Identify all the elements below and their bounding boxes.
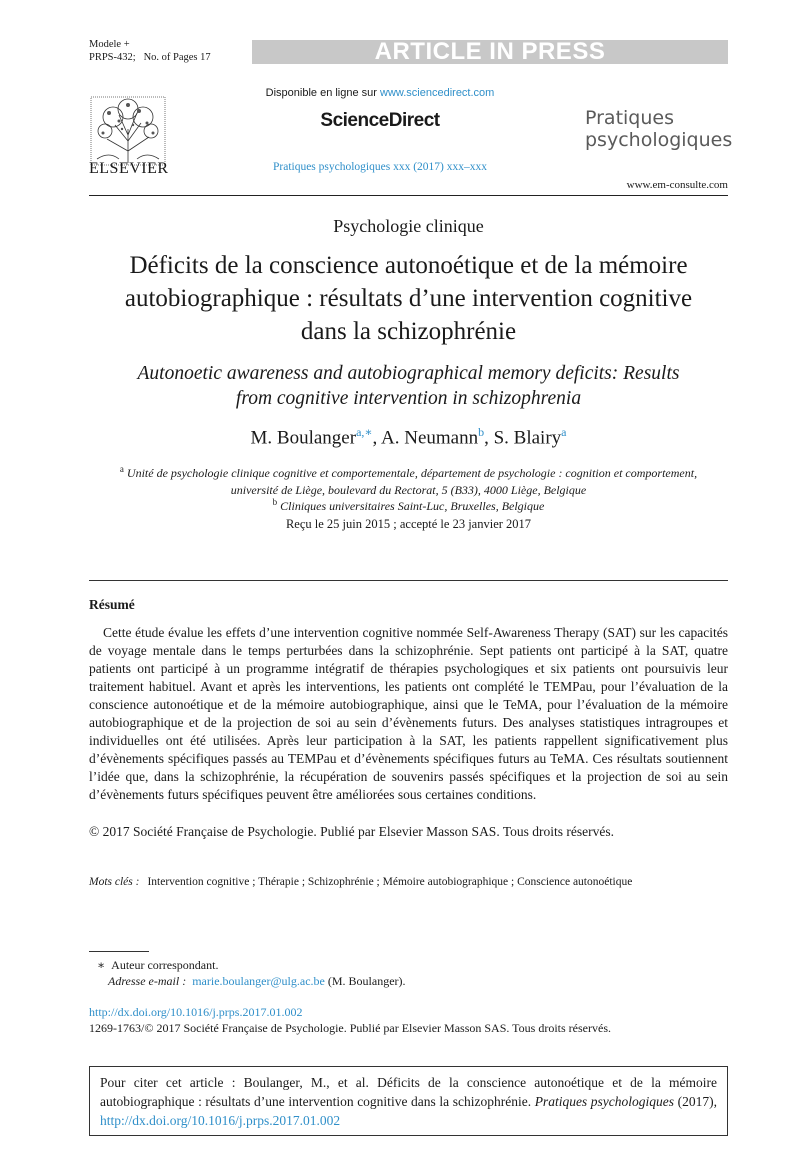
- running-header: [89, 38, 211, 64]
- abstract-divider: [89, 580, 728, 581]
- corresponding-author-note: ∗ Auteur correspondant.: [97, 958, 219, 972]
- author-name: S. Blairy: [493, 427, 562, 449]
- header-divider: [89, 195, 728, 196]
- doi-link[interactable]: http://dx.doi.org/10.1016/j.prps.2017.01.002: [89, 1005, 303, 1019]
- keywords-list: Intervention cognitive ; Thérapie ; Schizophrénie ; Mémoire autobiographique ; Conscience autonoétique: [147, 876, 633, 888]
- citation-journal: Pratiques psychologiques: [534, 1094, 675, 1109]
- keywords-label: Mots clés :: [89, 876, 140, 888]
- article-in-press-banner: ARTICLE IN PRESS: [252, 40, 728, 64]
- section-label: Psychologie clinique: [333, 216, 484, 236]
- author-sup[interactable]: a: [561, 425, 567, 439]
- author-list: M. Boulanger$^{a,∗}$, A. Neumann$^b$, S. Blairy$^a$: [250, 425, 567, 449]
- citation-year: (2017),: [677, 1094, 718, 1109]
- publisher-name: ELSEVIER: [89, 160, 169, 177]
- keywords: [89, 876, 632, 888]
- citation-text: Pour citer cet article : Boulanger, M., et al. Déficits de la conscience autonoétique et de la mémoire autobiographique : résultats d’une intervention cognitive dans la schizophrénie.: [100, 1075, 717, 1109]
- journal-logo: Pratiques psychologiques: [585, 107, 733, 151]
- journal-reference[interactable]: Pratiques psychologiques xxx (2017) xxx–xxx: [272, 161, 487, 173]
- article-title: Déficits de la conscience autonoétique et de la mémoire autobiographique : résultats d’une intervention cognitive dans la schizophrénie: [124, 252, 693, 345]
- citation-doi-link[interactable]: http://dx.doi.org/10.1016/j.prps.2017.01.002: [100, 1113, 341, 1128]
- article-ref: PRPS-432;: [89, 52, 136, 63]
- abstract-copyright: © 2017 Société Française de Psychologie. Publié par Elsevier Masson SAS. Tous droits réservés.: [89, 824, 614, 839]
- author-sup[interactable]: a,∗: [356, 425, 373, 439]
- author-name: M. Boulanger: [250, 427, 357, 449]
- issn-copyright: 1269-1763/© 2017 Société Française de Psychologie. Publié par Elsevier Masson SAS. Tous droits réservés.: [89, 1021, 611, 1035]
- sciencedirect-link[interactable]: www.sciencedirect.com: [380, 87, 495, 99]
- author-name: A. Neumann: [381, 427, 479, 449]
- affiliation-a: $^a$ Unité de psychologie clinique cognitive et comportementale, département de psychologie : cognition et comportement, université de Liège, boulevard du Rectorat, 5 (B33), 4000 Liège, Belgique: [119, 464, 698, 497]
- abstract-text: Cette étude évalue les effets d’une intervention cognitive nommée Self-Awareness Therapy (SAT) sur les capacités de voyage mentale dans le temps perturbées dans la schizophrénie. Sept patients ont participé à la SAT, quatre patients ont participé à un programme intégratif de thérapies psychologiques et six patients ont poursuivis leur traitement habituel. Avant et après les interventions, les patients ont complété le TEMPau, pour l’évaluation de la conscience autonoétique et de la mémoire autobiographique, ainsi que le TeMA, pour l’évaluation de la mémoire autobiographique et de la projection de soi au sein d’évènements futurs. Des analyses statistiques intragroupes et individuelles ont été utilisées. Après leur participation à la SAT, les patients rappellent significativement plus d’évènements spécifiques passés au TEMPau et d’évènements spécifiques futurs au TeMA. Ces résultats soutiennent l’idée que, dans la schizophrénie, la récupération de souvenirs passés spécifiques et la projection de soi au sein d’évènements futurs spécifiques peuvent être améliorées sous certaines conditions.: [89, 625, 728, 802]
- email-note: Adresse e-mail : marie.boulanger@ulg.ac.be (M. Boulanger).: [108, 974, 406, 988]
- model-label: Modele +: [89, 39, 130, 50]
- citation-box: [89, 1066, 728, 1136]
- available-online-line: Disponible en ligne sur www.sciencedirect.com: [265, 87, 495, 99]
- footnote-rule: [89, 951, 149, 952]
- article-subtitle: Autonoetic awareness and autobiographical memory deficits: Results from cognitive intervention in schizophrenia: [137, 363, 680, 409]
- em-consulte-link[interactable]: www.em-consulte.com: [626, 179, 728, 191]
- affiliation-b: $^b$ Cliniques universitaires Saint-Luc, Bruxelles, Belgique: [272, 497, 545, 513]
- email-link[interactable]: marie.boulanger@ulg.ac.be: [192, 974, 325, 988]
- author-sup[interactable]: b: [478, 425, 485, 439]
- received-accepted-dates: Reçu le 25 juin 2015 ; accepté le 23 janvier 2017: [285, 517, 532, 531]
- page-count: No. of Pages 17: [143, 52, 211, 63]
- sciencedirect-logo: ScienceDirect: [320, 110, 440, 131]
- abstract-heading: Résumé: [89, 597, 135, 612]
